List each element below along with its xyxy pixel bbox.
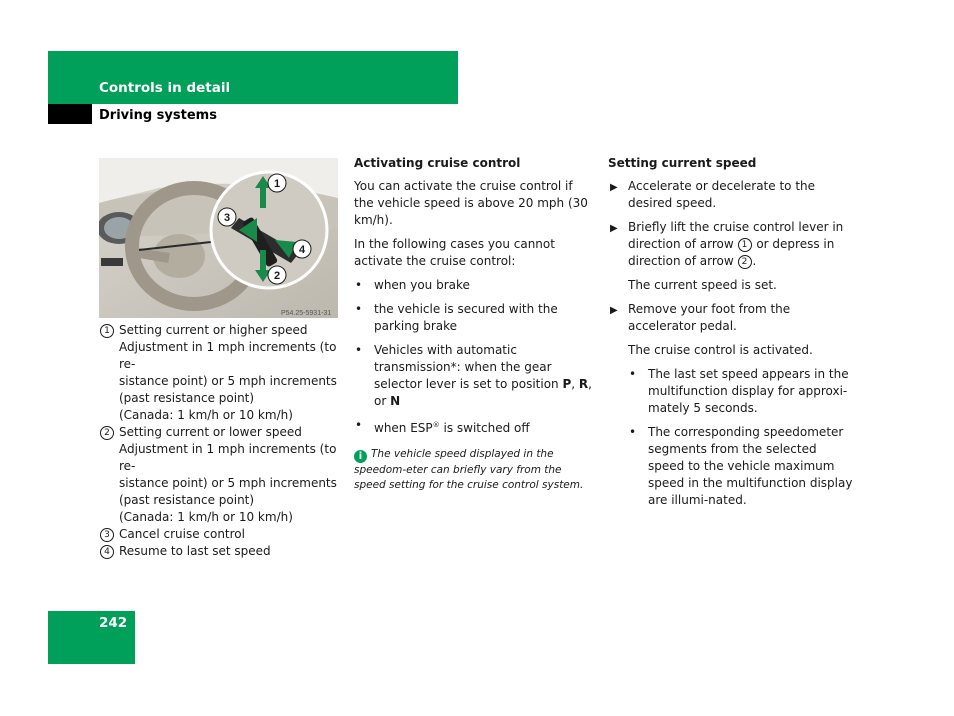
setting-speed-heading: Setting current speed <box>608 156 757 170</box>
info-note: i The vehicle speed displayed in the speedom-eter can briefly vary from the speed setting for the cruise control system. <box>354 448 584 491</box>
subsection-title: Driving systems <box>99 108 217 123</box>
section-title: Controls in detail <box>99 80 231 96</box>
arrow-icon: ▶ <box>610 182 618 193</box>
list-item: • Vehicles with automatic transmission*: when the gear selector lever is set to position P, R, or N <box>355 343 592 408</box>
callout-4: 4 <box>298 244 306 256</box>
callout-3: 3 <box>223 212 231 224</box>
legend-item-4: 4 Resume to last set speed <box>99 543 344 560</box>
page-number: 242 <box>99 615 128 631</box>
activating-para-1: You can activate the cruise control if the vehicle speed is above 20 mph (30 km/h). <box>354 179 588 227</box>
list-item: • when you brake <box>355 278 470 292</box>
list-item: • the vehicle is secured with the parking brake <box>355 302 558 333</box>
activating-section <box>354 155 596 500</box>
list-item: • The last set speed appears in the multifunction display for approxi-mately 5 seconds. <box>629 367 849 415</box>
activating-heading: Activating cruise control <box>354 156 521 170</box>
step-item: ▶ Remove your foot from the accelerator pedal. <box>610 302 791 333</box>
list-item: • when ESP® is switched off <box>355 418 530 435</box>
subheader-block <box>48 104 92 124</box>
activating-para-2: In the following cases you cannot activate the cruise control: <box>354 237 555 268</box>
list-item: • The corresponding speedometer segments from the selected speed to the vehicle maximum speed in the multifunction display are illumi-nated. <box>629 425 853 507</box>
step-item: ▶ Briefly lift the cruise control lever in direction of arrow 1 or depress in direction of arrow 2 . <box>610 220 844 268</box>
figure-legend <box>99 322 344 560</box>
info-icon: i <box>354 450 367 463</box>
callout-2: 2 <box>273 270 281 282</box>
legend-item-3: 3 Cancel cruise control <box>99 526 344 543</box>
legend-item-2: 2 Setting current or lower speed Adjustment in 1 mph increments (to re- sistance point) or 5 mph increments (past resistance point) (Canada: 1 km/h or 10 km/h) <box>99 424 344 526</box>
result-text: The current speed is set. <box>628 278 777 292</box>
cruise-control-illustration <box>99 158 338 318</box>
callout-1: 1 <box>273 178 281 190</box>
arrow-icon: ▶ <box>610 305 618 316</box>
arrow-icon: ▶ <box>610 223 618 234</box>
step-item: ▶ Accelerate or decelerate to the desired speed. <box>610 179 816 210</box>
result-text: The cruise control is activated. <box>628 343 813 357</box>
header-band <box>48 51 458 104</box>
legend-item-1: 1 Setting current or higher speed Adjustment in 1 mph increments (to re- sistance point) or 5 mph increments (past resistance point) (Canada: 1 km/h or 10 km/h) <box>99 322 344 424</box>
figure-code: P54.25-5931-31 <box>281 310 332 317</box>
setting-speed-section <box>608 155 853 516</box>
